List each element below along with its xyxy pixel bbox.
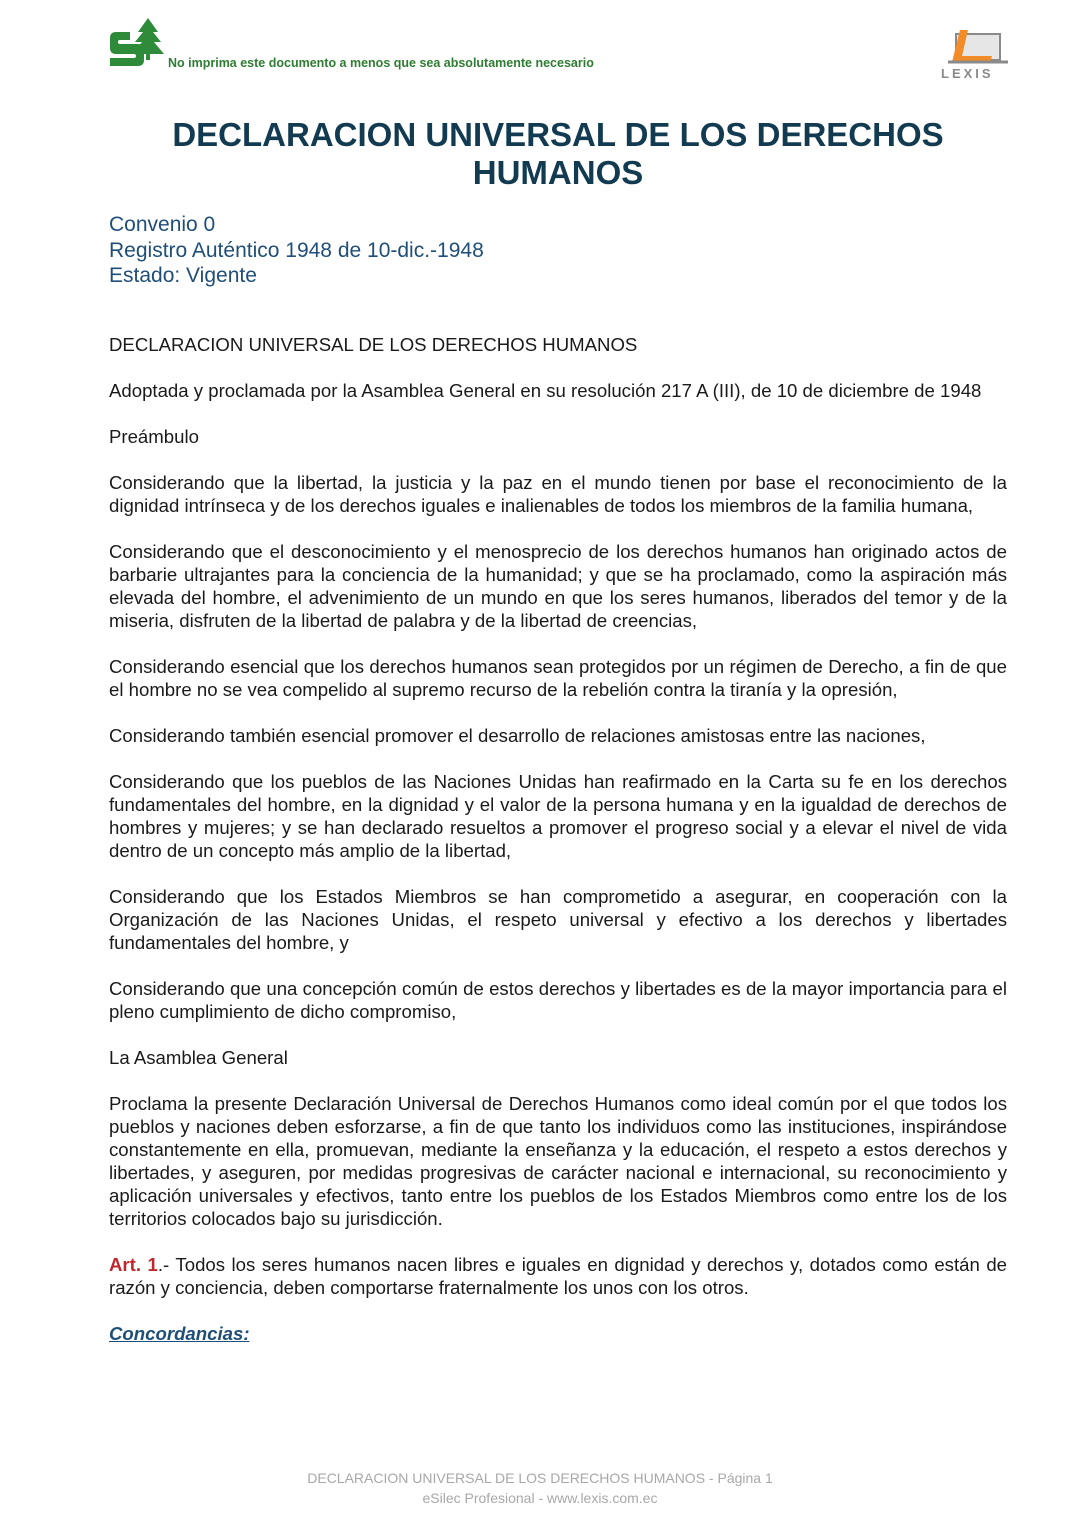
preamble-paragraph: Considerando también esencial promover el desarrollo de relaciones amistosas entre las naciones, xyxy=(109,725,926,746)
document-meta xyxy=(109,212,484,289)
preamble-paragraph: Considerando que una concepción común de estos derechos y libertades es de la mayor importancia para el pleno cumplimiento de dicho compromiso, xyxy=(109,978,1007,1022)
concordancias-link[interactable]: Concordancias: xyxy=(109,1323,250,1344)
preamble-paragraph: Considerando esencial que los derechos humanos sean protegidos por un régimen de Derecho, a fin de que el hombre no se vea compelido al supremo recurso de la rebelión contra la tiranía y la opresión, xyxy=(109,656,1007,700)
preamble-title: Preámbulo xyxy=(109,426,199,447)
assembly-line: La Asamblea General xyxy=(109,1047,288,1068)
proclamation-paragraph: Proclama la presente Declaración Universal de Derechos Humanos como ideal común por el que todos los pueblos y naciones deben esforzarse, a fin de que tanto los individuos como las instituciones, inspirándose constantemente en ella, promuevan, mediante la enseñanza y la educación, el respeto a estos derechos y libertades, y aseguren, por medidas progresivas de carácter nacional e internacional, su reconocimiento y aplicación universales y efectivos, tanto entre los pueblos de los Estados Miembros como entre los de los territorios colocados bajo su jurisdicción. xyxy=(109,1093,1007,1229)
article-1 xyxy=(109,1253,1007,1299)
article-1-text: .- Todos los seres humanos nacen libres e iguales en dignidad y derechos y, dotados como están de razón y conciencia, deben comportarse fraternalmente los unos con los otros. xyxy=(109,1254,1007,1298)
footer-source: eSilec Profesional - www.lexis.com.ec xyxy=(422,1490,658,1506)
document-title: DECLARACION UNIVERSAL DE LOS DERECHOS HUMANOS xyxy=(172,116,944,191)
preamble-paragraph: Considerando que la libertad, la justicia y la paz en el mundo tienen por base el reconocimiento de la dignidad intrínseca y de los derechos iguales e inalienables de todos los miembros de la familia humana, xyxy=(109,472,1007,516)
body-heading: DECLARACION UNIVERSAL DE LOS DERECHOS HUMANOS xyxy=(109,334,638,355)
page-header xyxy=(0,0,1080,90)
preamble-paragraph: Considerando que los Estados Miembros se han comprometido a asegurar, en cooperación con la Organización de las Naciones Unidas, el respeto universal y efectivo a los derechos y libertades fundamentales del hombre, y xyxy=(109,886,1007,953)
adoption-paragraph: Adoptada y proclamada por la Asamblea General en su resolución 217 A (III), de 10 de diciembre de 1948 xyxy=(109,380,982,401)
article-1-label: Art. 1 xyxy=(109,1254,158,1275)
document-body xyxy=(109,333,1007,1368)
registro-label: Registro Auténtico 1948 de 10-dic.-1948 xyxy=(109,238,484,262)
preamble-paragraph: Considerando que los pueblos de las Naciones Unidas han reafirmado en la Carta su fe en los derechos fundamentales del hombre, en la dignidad y el valor de la persona humana y en la igualdad de derechos de hombres y mujeres; y se han declarado resueltos a promover el progreso social y a elevar el nivel de vida dentro de un concepto más amplio de la libertad, xyxy=(109,771,1007,861)
lexis-brand-text: LEXIS xyxy=(941,66,994,81)
estado-label: Estado: Vigente xyxy=(109,264,257,287)
convenio-label: Convenio 0 xyxy=(109,213,216,236)
footer-title: DECLARACION UNIVERSAL DE LOS DERECHOS HUMANOS - Página 1 xyxy=(307,1470,773,1486)
page-footer xyxy=(0,1468,1080,1508)
print-notice: No imprima este documento a menos que sea absolutamente necesario xyxy=(168,56,594,70)
preamble-paragraph: Considerando que el desconocimiento y el menosprecio de los derechos humanos han originado actos de barbarie ultrajantes para la conciencia de la humanidad; y que se ha proclamado, como la aspiración más elevada del hombre, el advenimiento de un mundo en que los seres humanos, liberados del temor y de la miseria, disfruten de la libertad de palabra y de la libertad de creencias, xyxy=(109,541,1007,631)
tree-logo-icon xyxy=(108,16,164,72)
